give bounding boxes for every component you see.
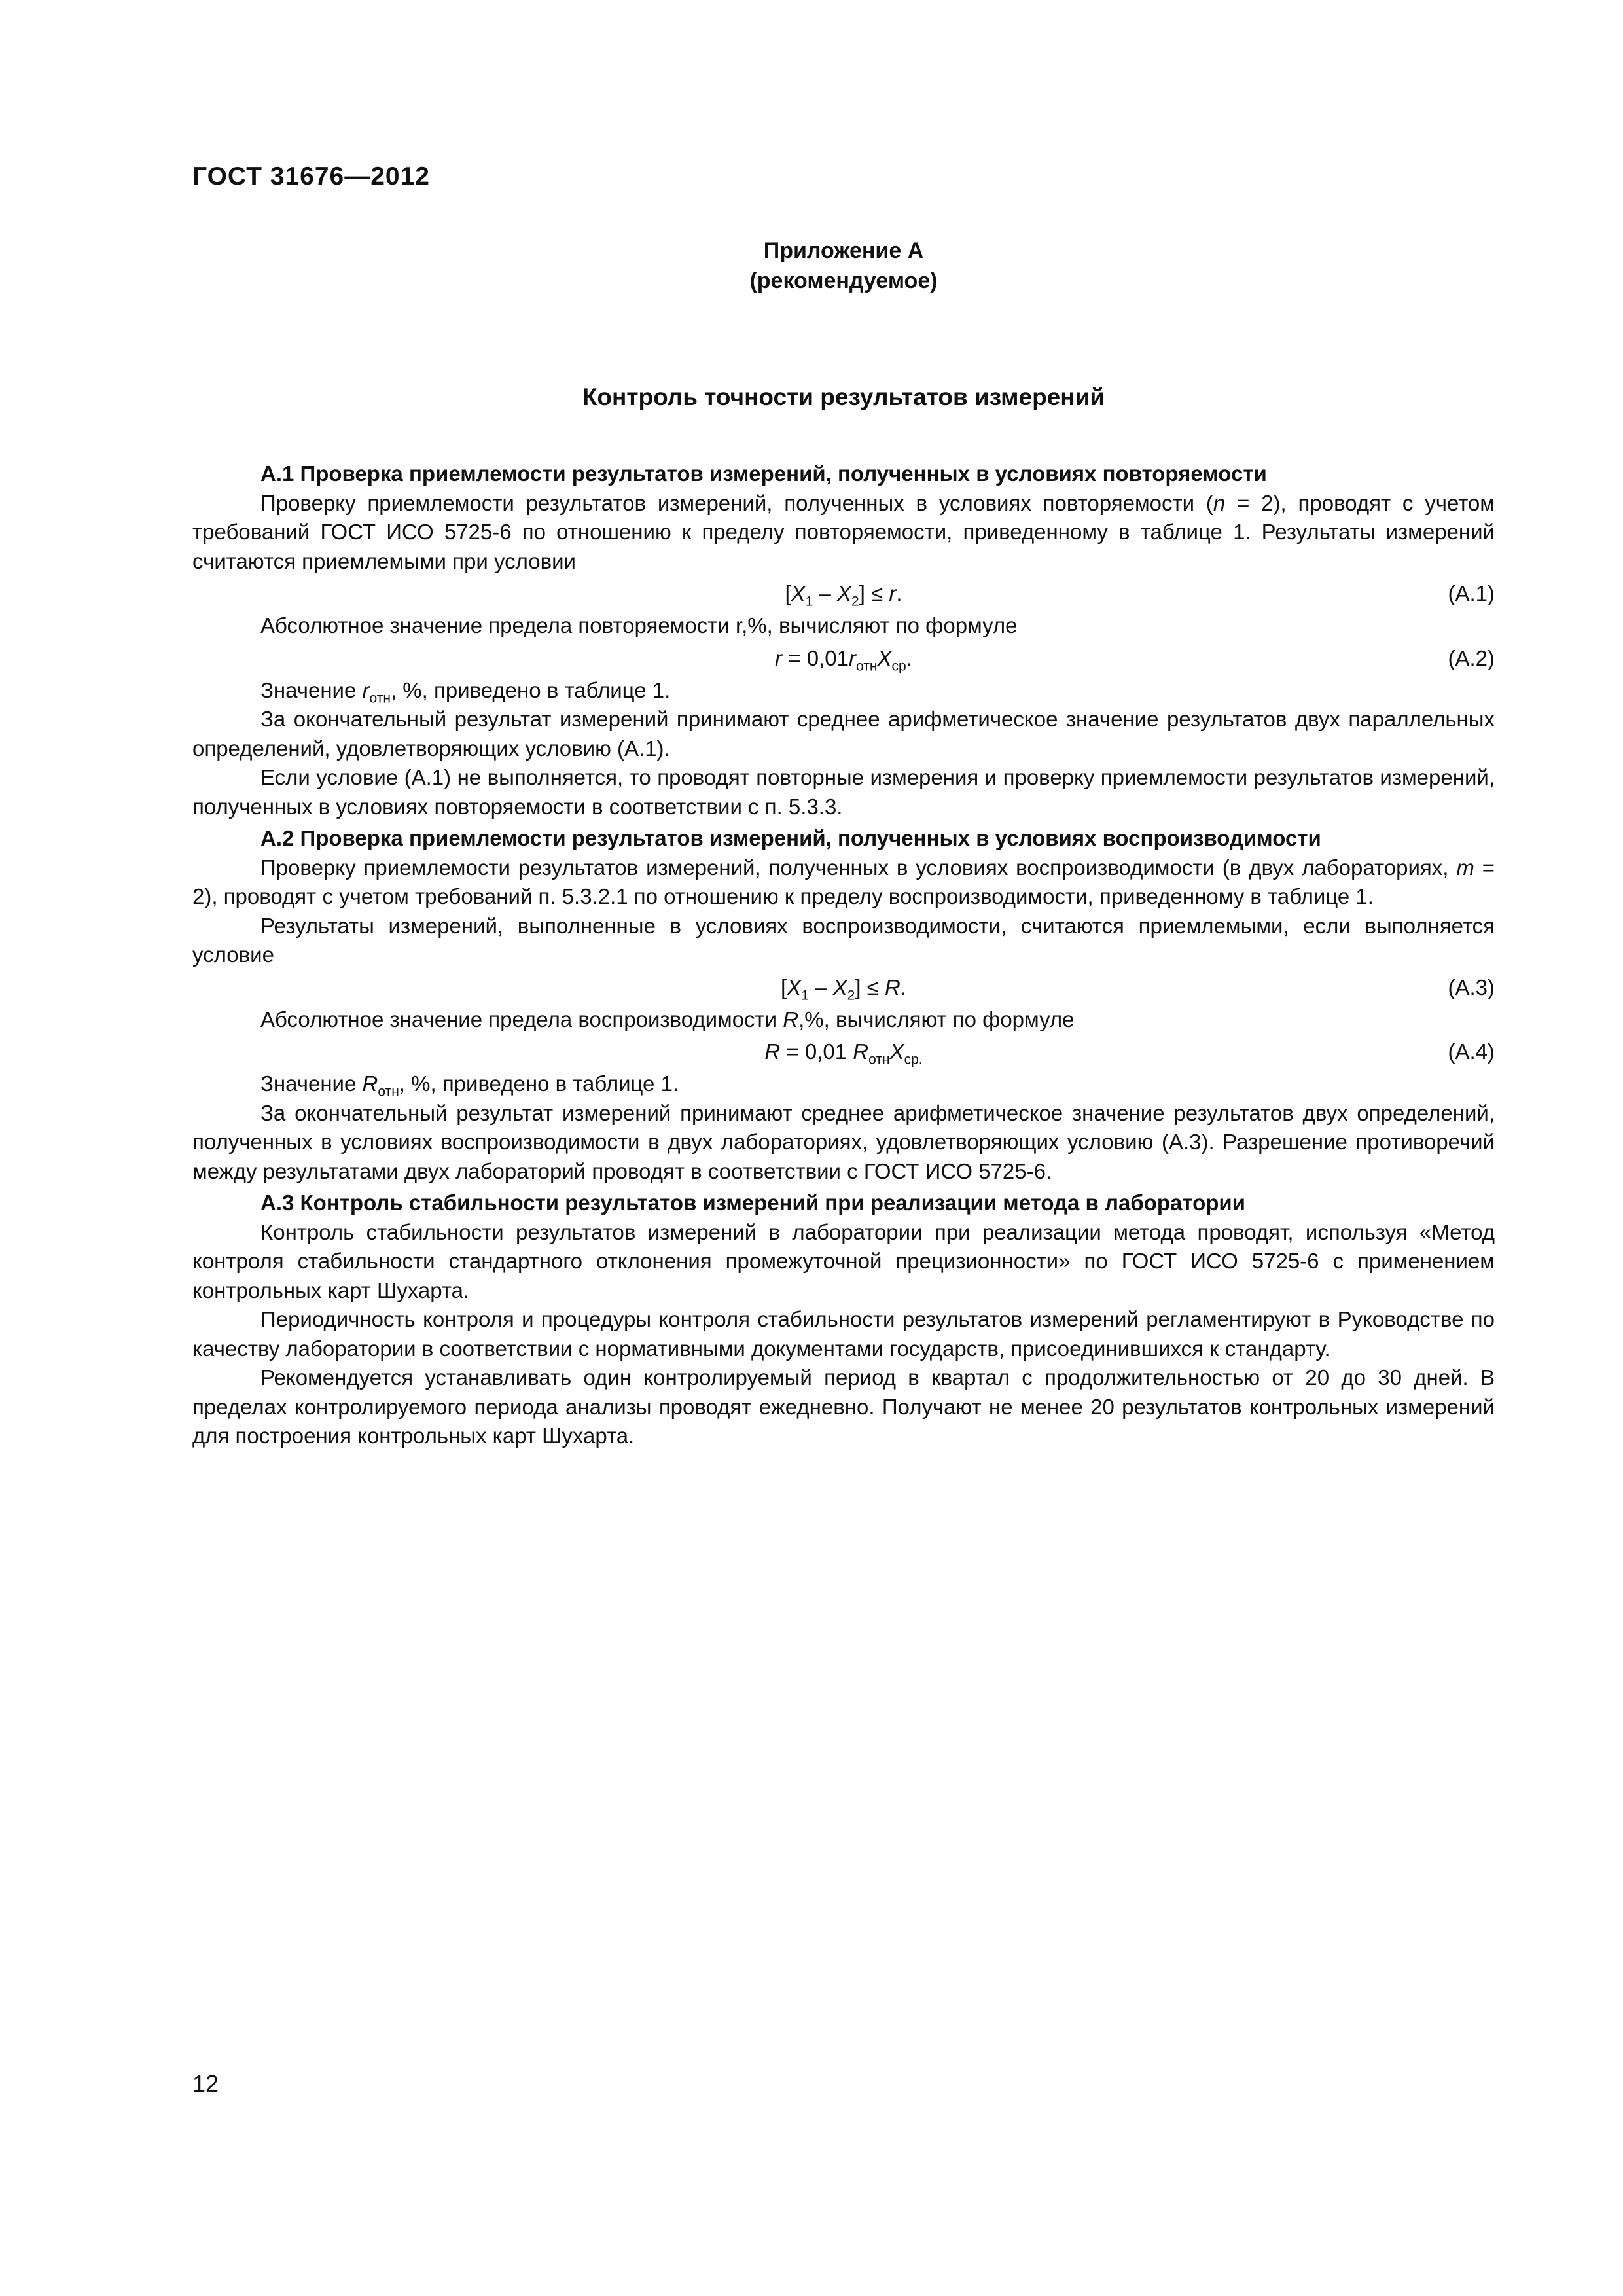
paragraph: Периодичность контроля и процедуры контроля стабильности результатов измерений регламентируют в Руководстве по качеству лаборатории в соответствии с нормативными документами государств, присоединившихся к стандарту. <box>192 1307 1495 1361</box>
formula-a1 <box>192 576 1495 611</box>
paragraph: Значение $R_{отн}$, %, приведено в таблице 1. <box>260 1071 679 1100</box>
paragraph: Результаты измерений, выполненные в условиях воспроизводимости, считаются приемлемыми, если выполняется условие <box>192 913 1495 967</box>
section-heading-a1: А.1 Проверка приемлемости результатов измерений, полученных в условиях повторяемости <box>260 461 1267 486</box>
paragraph: Проверку приемлемости результатов измерений, полученных в условиях повторяемости (n = 2), проводят с учетом требований ГОСТ ИСО 5725-6 по отношению к пределу повторяемости, приведенному в таблице 1. Результаты измерений считаются приемлемыми при условии <box>192 490 1495 573</box>
formula-number: (А.1) <box>1448 581 1495 605</box>
document-header: ГОСТ 31676—2012 <box>192 162 430 190</box>
formula-number: (А.4) <box>1448 1039 1495 1064</box>
formula-number: (А.3) <box>1448 975 1495 999</box>
appendix-title: Приложение А <box>763 238 924 263</box>
paragraph: За окончательный результат измерений принимают среднее арифметическое значение результатов двух определений, полученных в условиях воспроизводимости в двух лабораториях, удовлетворяющих условию (А.3). Разрешение противоречий между результатами двух лабораторий проводят в соответствии с ГОСТ ИСО 5725-6. <box>192 1100 1495 1183</box>
document-body <box>192 457 1495 1451</box>
paragraph: Рекомендуется устанавливать один контролируемый период в квартал с продолжительностью от 20 до 30 дней. В пределах контролируемого периода анализы проводят ежедневно. Получают не менее 20 результатов контрольных измерений для построения контрольных карт Шухарта. <box>192 1365 1495 1448</box>
page-title: Контроль точности результатов измерений <box>582 384 1105 410</box>
formula-a3 <box>192 970 1495 1005</box>
paragraph: Абсолютное значение предела повторяемости r,%, вычисляют по формуле <box>260 613 1018 637</box>
formula-expression: R = 0,01 $R_{отн}X_{ср.}$ <box>764 1039 923 1067</box>
paragraph: За окончательный результат измерений принимают среднее арифметическое значение результатов двух параллельных определений, удовлетворяющих условию (А.1). <box>192 707 1495 761</box>
appendix-label <box>192 236 1495 296</box>
paragraph: Значение $r_{отн}$, %, приведено в таблице 1. <box>260 677 671 706</box>
page-number: 12 <box>192 2070 219 2097</box>
paragraph: Если условие (А.1) не выполняется, то проводят повторные измерения и проверку приемлемости результатов измерений, полученных в условиях повторяемости в соответствии с п. 5.3.3. <box>192 765 1495 819</box>
formula-a2 <box>192 641 1495 676</box>
appendix-subtitle: (рекомендуемое) <box>749 268 938 293</box>
formula-a4 <box>192 1034 1495 1069</box>
paragraph: Абсолютное значение предела воспроизводимости R,%, вычисляют по формуле <box>260 1007 1075 1031</box>
paragraph: Контроль стабильности результатов измерений в лаборатории при реализации метода проводят, используя «Метод контроля стабильности стандартного отклонения промежуточной прецизионности» по ГОСТ ИСО 5725-6 с применением контрольных карт Шухарта. <box>192 1219 1495 1302</box>
formula-expression: $[X_1 - X_2] \le r$. <box>785 581 902 609</box>
paragraph: Проверку приемлемости результатов измерений, полученных в условиях воспроизводимости (в двух лабораториях, m = 2), проводят с учетом требований п. 5.3.2.1 по отношению к пределу воспроизводимости, приведенному в таблице 1. <box>192 855 1495 908</box>
formula-expression: $r = 0,01r_{отн}X_{ср}$. <box>775 645 912 674</box>
formula-expression: $[X_1 - X_2] \le R$. <box>781 975 906 1003</box>
section-heading-a3: А.3 Контроль стабильности результатов измерений при реализации метода в лаборатории <box>260 1191 1245 1215</box>
formula-number: (А.2) <box>1448 645 1495 670</box>
section-heading-a2: А.2 Проверка приемлемости результатов измерений, полученных в условиях воспроизводимости <box>260 826 1321 850</box>
